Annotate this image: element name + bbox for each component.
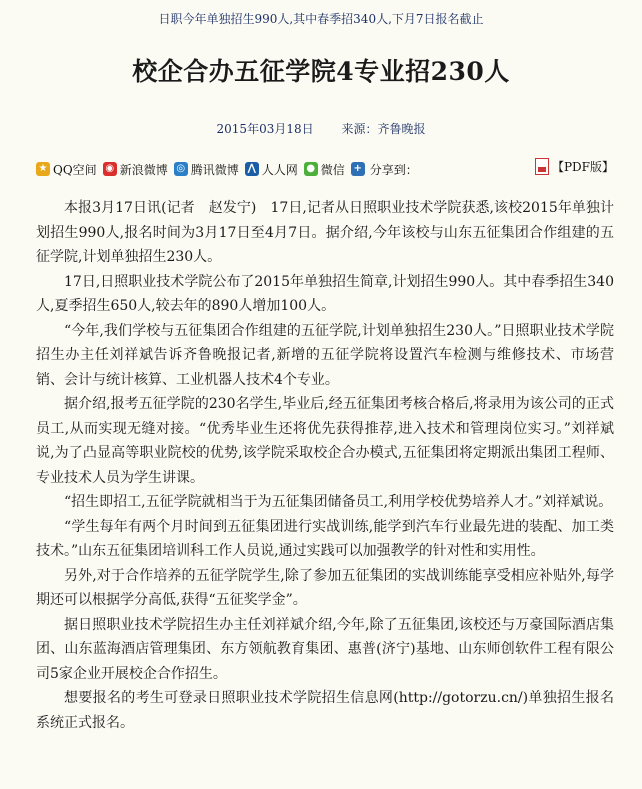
share-sina-weibo-button[interactable] — [103, 161, 168, 178]
share-item-label: QQ空间 — [53, 162, 97, 177]
article-paragraph: “学生每年有两个月时间到五征集团进行实战训练,能学到汽车行业最先进的装配、加工类技术。”山东五征集团培训科工作人员说,通过实践可以加强教学的针对性和实用性。 — [36, 518, 614, 559]
share-bar — [36, 160, 614, 178]
share-item-label: 人人网 — [261, 162, 298, 177]
publish-date: 2015年03月18日 — [216, 122, 314, 136]
pdf-label: 【PDF版】 — [551, 160, 614, 174]
article-paragraph: 想要报名的考生可登录日照职业技术学院招生信息网(http://gotorzu.cn/)单独招生报名系统正式报名。 — [36, 690, 614, 731]
share-wechat-button[interactable] — [304, 161, 345, 178]
share-item-label: 微信 — [320, 162, 345, 177]
share-renren-button[interactable] — [245, 161, 298, 178]
article-source: 来源：齐鲁晚报 — [341, 122, 426, 136]
pdf-icon — [535, 158, 549, 175]
article-paragraph: 据日照职业技术学院招生办主任刘祥斌介绍,今年,除了五征集团,该校还与万豪国际酒店集团、山东蓝海酒店管理集团、东方领航教育集团、惠普(济宁)基地、山东师创软件工程有限公司5家企业开展校企合作招生。 — [36, 616, 614, 682]
article-paragraph: 17日,日照职业技术学院公布了2015年单独招生简章,计划招生990人。其中春季招生340人,夏季招生650人,较去年的890人增加100人。 — [36, 273, 614, 314]
share-item-label: 新浪微博 — [119, 162, 168, 177]
share-to-label: 分享到： — [369, 162, 418, 177]
article-subtitle: 日职今年单独招生990人,其中春季招340人,下月7日报名截止 — [158, 12, 484, 26]
share-qzone-button[interactable] — [36, 161, 97, 178]
share-item-label: 腾讯微博 — [190, 162, 239, 177]
article-paragraph: 本报3月17日讯(记者 赵发宁) 17日,记者从日照职业技术学院获悉,该校2015年单独计划招生990人,报名时间为3月17日至4月7日。据介绍,今年该校与山东五征集团合作组建的五征学院,计划单独招生230人。 — [36, 200, 614, 265]
sina-weibo-icon: ◉ — [103, 162, 117, 176]
qzone-icon: ★ — [36, 162, 50, 176]
share-more-button[interactable] — [351, 161, 418, 178]
share-tencent-weibo-button[interactable] — [174, 161, 239, 178]
pdf-link[interactable] — [535, 158, 614, 175]
article-body — [36, 196, 614, 735]
article-paragraph: 另外,对于合作培养的五征学院学生,除了参加五征集团的实战训练能享受相应补贴外,每学期还可以根据学分高低,获得“五征奖学金”。 — [36, 567, 614, 608]
article-paragraph: “招生即招工,五征学院就相当于为五征集团储备员工,利用学校优势培养人才。”刘祥斌说。 — [64, 494, 613, 510]
tencent-weibo-icon: ◎ — [174, 162, 188, 176]
wechat-icon: ● — [304, 162, 318, 176]
article-paragraph: 据介绍,报考五征学院的230名学生,毕业后,经五征集团考核合格后,将录用为该公司的正式员工,从而实现无缝对接。“优秀毕业生还将优先获得推荐,进入技术和管理岗位实习。”刘祥斌说,为了凸显高等职业院校的优势,该学院采取校企合办模式,五征集团将定期派出集团工程师、专业技术人员为学生讲课。 — [36, 396, 614, 486]
plus-icon: + — [351, 162, 365, 176]
article-title: 校企合办五征学院4专业招230人 — [132, 57, 510, 86]
article-meta — [0, 120, 642, 137]
article-paragraph: “今年,我们学校与五征集团合作组建的五征学院,计划单独招生230人。”日照职业技术学院招生办主任刘祥斌告诉齐鲁晚报记者,新增的五征学院将设置汽车检测与维修技术、市场营销、会计与统计核算、工业机器人技术4个专业。 — [36, 322, 614, 388]
renren-icon: ⋀ — [245, 162, 259, 176]
